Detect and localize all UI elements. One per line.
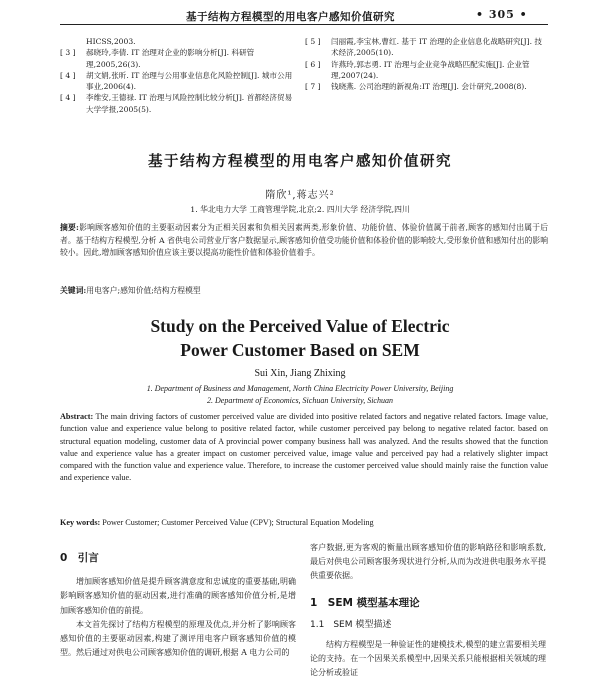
body-column-left	[60, 541, 296, 660]
body-paragraph: 结构方程模型是一种验证性的建模技术,模型的建立需要相关理论的支持。在一个因果关系模型中,因果关系只能根据相关领域的理论分析或验证	[310, 640, 546, 678]
references-left	[60, 36, 296, 115]
body-paragraph: 增加顾客感知价值是提升顾客满意度和忠诚度的重要基础,明确影响顾客感知价值的驱动因素,进行准确的顾客感知价值分析,是增加顾客感知价值的前提。	[60, 577, 296, 615]
running-title: 基于结构方程模型的用电客户感知价值研究	[186, 11, 395, 23]
english-keywords	[60, 518, 548, 527]
chinese-keywords-text: 用电客户;感知价值;结构方程模型	[86, 286, 201, 295]
chinese-title: 基于结构方程模型的用电客户感知价值研究	[148, 154, 452, 170]
english-abstract-label: Abstract:	[60, 412, 94, 421]
body-column-right	[310, 541, 546, 681]
english-title-line2: Power Customer Based on SEM	[180, 340, 420, 360]
header-rule	[60, 24, 548, 25]
english-title-line1: Study on the Perceived Value of Electric	[150, 316, 450, 336]
chinese-abstract-label: 摘要:	[60, 223, 79, 232]
english-title	[0, 314, 600, 362]
chinese-authors: 隋欣¹,蒋志兴²	[265, 190, 335, 201]
body-paragraph: 客户数据,更为客观的衡量出顾客感知价值的影响路径和影响系数,最后对供电公司顾客服务现状进行分析,从而为改进供电服务水平提供重要依据。	[310, 543, 546, 581]
english-abstract	[60, 411, 548, 485]
chinese-abstract-text: 影响顾客感知价值的主要驱动因素分为正相关因素和负相关因素两类,形象价值、功能价值、体验价值属于前者,顾客的感知付出属于后者。基于结构方程模型,分析 A 省供电公司营业厅客户数据显示,顾客感知价值受功能价值和体验价值的影响较大,受形象价值和感知付出的影响较小。因此,增加顾客感知价值应该主要以提高功能性价值和体验价值着手。	[60, 223, 548, 258]
reference-item: [ 5 ] 闫丽霞,李宝林,曹红. 基于 IT 治理的企业信息化战略研究[J]. 技术经济,2005(10).	[305, 37, 542, 58]
chinese-affiliation: 1. 华北电力大学 工商管理学院,北京;2. 四川大学 经济学院,四川	[190, 205, 410, 214]
running-header	[0, 0, 600, 26]
reference-item: [ 7 ] 钱晓燕. 公司治理的新视角:IT 治理[J]. 会计研究,2008(8).	[305, 82, 527, 92]
references-right	[305, 36, 549, 92]
section-heading-introduction: 0 引言	[60, 552, 99, 564]
chinese-keywords	[60, 285, 548, 296]
reference-item: [ 3 ] 郝晓玲,李倩. IT 治理对企业的影响分析[J]. 科研管理,2005,26(3).	[60, 48, 255, 69]
subsection-heading-sem-description: 1.1 SEM 模型描述	[310, 619, 392, 630]
body-paragraph: 本文首先探讨了结构方程模型的原理及优点,并分析了影响顾客感知价值的主要驱动因素,构建了测评用电客户顾客感知价值的模型。然后通过对供电公司顾客感知价值的调研,根据 A 电力公司的	[60, 619, 296, 658]
english-keywords-text: Power Customer; Customer Perceived Value (CPV); Structural Equation Modeling	[102, 518, 374, 527]
reference-item: HICSS,2003.	[86, 37, 136, 46]
english-abstract-text: The main driving factors of customer perceived value are divided into positive related factors and negative related factors. Image value, function value and experience value belong to positive related factor, while customer perceived pay belong to negative related factor. based on structural equation modeling, customer data of A provincial power company business hall was analyzed. And the results showed that the function value and experience value has a greater impact on customer perceived value, image value and perceived pay had a relatively slighter impact compared with the function value and experience value. Therefore, to increase the customer perceived value should mainly raise the function value and experience value.	[60, 412, 548, 483]
chinese-abstract	[60, 222, 548, 260]
page-number: • 305 •	[476, 8, 528, 21]
english-affiliation-1: 1. Department of Business and Management, North China Electricity Power University, Beijing	[146, 384, 454, 393]
reference-item: [ 6 ] 许燕玲,郭志勇. IT 治理与企业竞争战略匹配实施[J]. 企业管理,2007(24).	[305, 59, 530, 80]
reference-item: [ 4 ] 胡文娟,张昕. IT 治理与公用事业信息化风险控制[J]. 城市公用事业,2006(4).	[60, 70, 293, 92]
section-heading-sem-theory: 1 SEM 模型基本理论	[310, 596, 420, 609]
english-affiliation-2: 2. Department of Economics, Sichuan University, Sichuan	[207, 396, 393, 405]
english-keywords-label: Key words:	[60, 518, 101, 527]
english-authors: Sui Xin, Jiang Zhixing	[254, 368, 346, 379]
reference-item: [ 4 ] 李维安,王德禄. IT 治理与风险控制比较分析[J]. 首都经济贸易大学学报,2005(5).	[60, 93, 293, 114]
chinese-keywords-label: 关键词:	[60, 286, 87, 295]
